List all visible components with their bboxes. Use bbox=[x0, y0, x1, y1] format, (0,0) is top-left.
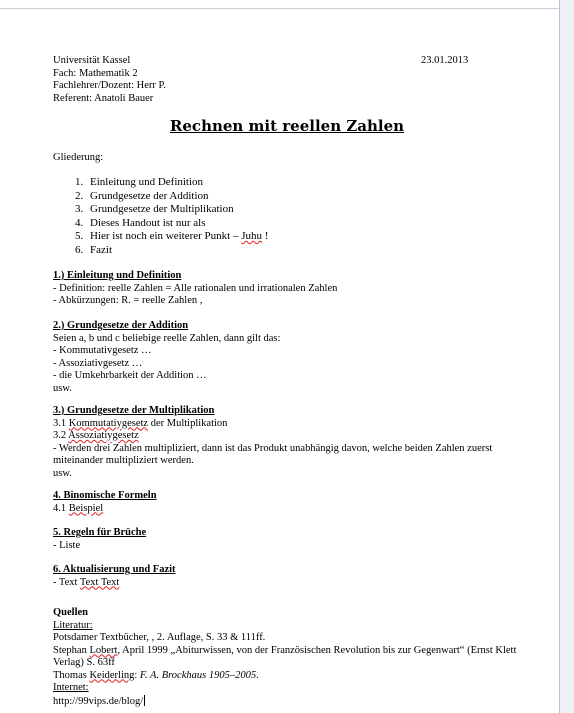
section-line: usw. bbox=[53, 382, 72, 394]
section-line: usw. bbox=[53, 467, 72, 479]
section-line bbox=[53, 577, 513, 590]
header-lecturer: Fachlehrer/Dozent: Herr P. bbox=[53, 80, 166, 91]
ref-text: Thomas bbox=[53, 669, 90, 681]
outline-item-text: Grundgesetze der Addition bbox=[90, 189, 209, 202]
sources-heading: Quellen bbox=[53, 607, 89, 618]
literature-label: Literatur: bbox=[53, 619, 93, 631]
header-university: Universität Kassel bbox=[53, 55, 131, 66]
spellcheck-word: Assoziatiygesetz bbox=[68, 430, 139, 441]
section-4 bbox=[53, 490, 513, 515]
outline-label: Gliederung: bbox=[53, 152, 104, 163]
window-right-edge bbox=[559, 0, 574, 713]
section-heading: 3.) Grundgesetze der Multiplikation bbox=[53, 405, 215, 416]
ref-text: : bbox=[134, 669, 140, 681]
url-text[interactable]: http://99vips.de/blog/ bbox=[53, 695, 144, 707]
section-1 bbox=[53, 270, 513, 308]
reference-item bbox=[53, 645, 533, 658]
outline-item bbox=[86, 203, 268, 217]
url-line[interactable] bbox=[53, 695, 533, 708]
section-heading: 1.) Einleitung und Definition bbox=[53, 270, 182, 281]
ref-italic-title: F. A. Brockhaus 1905–2005 bbox=[139, 669, 257, 681]
section-line bbox=[53, 418, 513, 431]
page-top-border bbox=[0, 0, 560, 9]
ref-text: . bbox=[256, 669, 259, 681]
section-6 bbox=[53, 564, 513, 589]
section-5 bbox=[53, 527, 513, 552]
section-line: - die Umkehrbarkeit der Addition … bbox=[53, 370, 207, 381]
outline-item-text: Dieses Handout ist nur als bbox=[90, 216, 206, 229]
list-number: 3.2 bbox=[53, 430, 69, 441]
outline-item bbox=[86, 190, 268, 204]
header-speaker: Referent: Anatoli Bauer bbox=[53, 92, 154, 104]
section-line: Seien a, b und c beliebige reelle Zahlen, dann gilt das: bbox=[53, 332, 281, 344]
list-number: 3.1 bbox=[53, 417, 69, 429]
section-line bbox=[53, 503, 513, 516]
spellcheck-word: Juhu bbox=[241, 230, 262, 242]
section-heading: 4. Binomische Formeln bbox=[53, 490, 157, 501]
section-line: - Liste bbox=[53, 539, 81, 551]
outline-item-text: Einleitung und Definition bbox=[90, 176, 204, 188]
text-cursor bbox=[144, 695, 145, 706]
outline-item bbox=[86, 217, 268, 231]
spellcheck-word: Keiderling bbox=[89, 669, 135, 681]
header-subject: Fach: Mathematik 2 bbox=[53, 67, 138, 79]
reference-item-continued: Verlag) S. 63ff bbox=[53, 657, 115, 668]
line-rest: der Multiplikation bbox=[148, 417, 228, 429]
section-line: - Assoziativgesetz … bbox=[53, 357, 143, 369]
spellcheck-word: Beispiel bbox=[68, 502, 104, 514]
section-2 bbox=[53, 320, 513, 395]
outline-list bbox=[53, 176, 268, 257]
reference-item bbox=[53, 670, 533, 683]
section-line: - Definition: reelle Zahlen = Alle rationalen und irrationalen Zahlen bbox=[53, 282, 338, 294]
outline-item-text: Hier ist noch ein weiterer Punkt – bbox=[90, 230, 239, 242]
header-block bbox=[53, 55, 166, 105]
list-number: 4.1 bbox=[53, 502, 69, 514]
ref-text: , April 1999 „Abiturwissen, von der Französischen Revolution bis zur Gegenwart“ (Ernst Klett bbox=[117, 644, 517, 656]
header-date: 23.01.2013 bbox=[421, 55, 469, 66]
line-start: - Text bbox=[53, 576, 80, 588]
document-title: Rechnen mit reellen Zahlen bbox=[169, 117, 405, 135]
outline-item-end: ! bbox=[262, 230, 269, 242]
section-3 bbox=[53, 405, 513, 480]
outline-item bbox=[86, 176, 268, 190]
outline-item bbox=[86, 244, 268, 258]
section-line: - Abkürzungen: R. = reelle Zahlen , bbox=[53, 295, 203, 306]
section-line: - Kommutativgesetz … bbox=[53, 345, 152, 356]
section-paragraph: - Werden drei Zahlen multipliziert, dann ist das Produkt unabhängig davon, welche beiden Zahlen zuerst miteinander multipliziert werden. bbox=[53, 442, 493, 466]
section-heading: 5. Regeln für Brüche bbox=[53, 527, 147, 538]
outline-item-text: Grundgesetze der Multiplikation bbox=[90, 203, 234, 215]
outline-item bbox=[86, 230, 268, 244]
section-line bbox=[53, 430, 513, 443]
spellcheck-word: Text Text bbox=[79, 576, 120, 588]
reference-item: Potsdamer Textbücher, , 2. Auflage, S. 33 & 111ff. bbox=[53, 632, 266, 643]
sources-section bbox=[53, 607, 533, 707]
spellcheck-word: Kommutatiygesetz bbox=[68, 417, 149, 429]
ref-text: Stephan bbox=[53, 644, 90, 656]
internet-label: Internet: bbox=[53, 682, 89, 693]
outline-item-text: Fazit bbox=[90, 243, 112, 256]
section-heading: 2.) Grundgesetze der Addition bbox=[53, 320, 189, 331]
spellcheck-word: Lobert bbox=[89, 644, 118, 656]
section-heading: 6. Aktualisierung und Fazit bbox=[53, 564, 176, 575]
